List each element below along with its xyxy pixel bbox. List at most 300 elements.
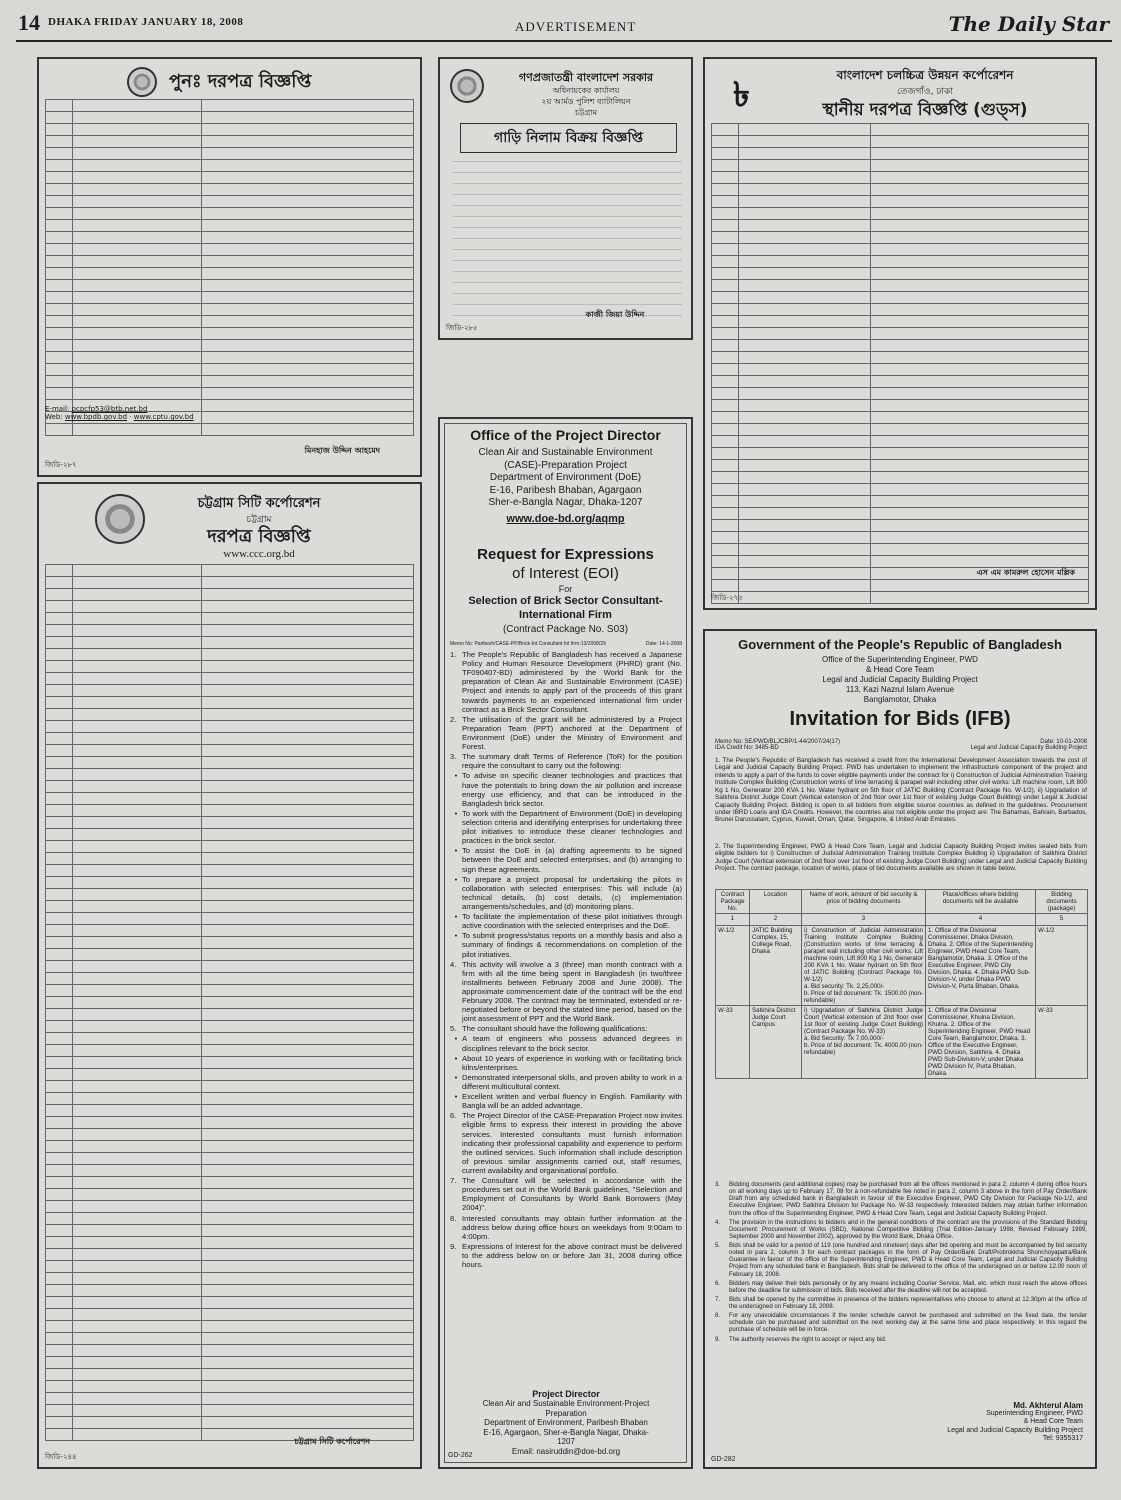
table-row bbox=[46, 376, 414, 388]
row-label-cell bbox=[73, 769, 202, 781]
row-value-cell bbox=[201, 256, 413, 268]
police-line4: চট্টগ্রাম bbox=[574, 108, 598, 117]
eoi-item-number: 9. bbox=[450, 1241, 457, 1251]
row-number-cell bbox=[46, 1381, 73, 1393]
section-label: ADVERTISEMENT bbox=[515, 19, 637, 34]
table-row bbox=[712, 388, 1089, 400]
row-number-cell bbox=[712, 484, 739, 496]
ifb-note-item bbox=[715, 1280, 1087, 1294]
table-row bbox=[46, 853, 414, 865]
row-value-cell bbox=[201, 220, 413, 232]
ifb-note-number: 3. bbox=[715, 1181, 721, 1188]
eoi-bullet-icon: • bbox=[454, 1053, 458, 1063]
row-value-cell bbox=[201, 1237, 413, 1249]
row-value-cell bbox=[201, 889, 413, 901]
row-value-cell bbox=[201, 577, 413, 589]
eoi-bullet-item bbox=[450, 1092, 682, 1110]
row-value-cell bbox=[201, 1093, 413, 1105]
row-label-cell bbox=[73, 757, 202, 769]
row-number-cell bbox=[46, 697, 73, 709]
row-number-cell bbox=[46, 1261, 73, 1273]
table-row bbox=[46, 613, 414, 625]
eoi-footer bbox=[450, 1389, 682, 1457]
row-number-cell bbox=[46, 757, 73, 769]
table-row bbox=[46, 160, 414, 172]
table-row bbox=[712, 232, 1089, 244]
row-value-cell bbox=[201, 1117, 413, 1129]
retender-signatory: মিনহাজ উদ্দিন আহমেদ bbox=[304, 446, 380, 455]
row-value-cell bbox=[201, 925, 413, 937]
row-number-cell bbox=[46, 769, 73, 781]
row-label-cell bbox=[73, 112, 202, 124]
row-value-cell bbox=[201, 388, 413, 400]
row-value-cell bbox=[870, 244, 1088, 256]
eoi-bullet-item bbox=[450, 912, 682, 930]
row-number-cell bbox=[46, 112, 73, 124]
row-value-cell bbox=[870, 412, 1088, 424]
eoi-footer-title: Project Director bbox=[532, 1389, 600, 1399]
row-number-cell bbox=[46, 997, 73, 1009]
eoi-memo: Memo No: Paribesh/CASE-PP/Brick-Int Consultant Int firm-13/2008/29 bbox=[450, 641, 606, 647]
row-number-cell bbox=[46, 661, 73, 673]
row-number-cell bbox=[712, 184, 739, 196]
eoi-bullet-icon: • bbox=[454, 1072, 458, 1082]
ifb-heading: Invitation for Bids (IFB) bbox=[789, 708, 1011, 730]
ifb-note-item bbox=[715, 1312, 1087, 1333]
ifb-note-item bbox=[715, 1296, 1087, 1310]
eoi-item-text: The People's Republic of Bangladesh has received a Japanese Policy and Human Resource Development (PHRD) grant (No. TF090407-BD) administered by the World Bank for the preparation of Clean Air and Sustainable Environment (CASE) Project and intends to apply part of the proceeds of this grant towards payments to an experienced international firm under contract as a Brick Sector Consultant. bbox=[462, 650, 682, 714]
table-row bbox=[712, 172, 1089, 184]
eoi-memo-line bbox=[450, 641, 682, 647]
table-row bbox=[46, 1021, 414, 1033]
table-row bbox=[46, 280, 414, 292]
row-label-cell bbox=[73, 1033, 202, 1045]
row-label-cell bbox=[73, 1117, 202, 1129]
table-row bbox=[46, 1069, 414, 1081]
table-row bbox=[712, 364, 1089, 376]
row-value-cell bbox=[870, 304, 1088, 316]
table-row bbox=[46, 973, 414, 985]
ifb-number-cell: 4 bbox=[926, 914, 1036, 926]
table-row bbox=[712, 340, 1089, 352]
ifb-office-line: & Head Core Team bbox=[866, 665, 934, 674]
row-label-cell bbox=[73, 1153, 202, 1165]
ifb-work-cell bbox=[802, 926, 926, 1006]
bfdc-title: বাংলাদেশ চলচ্চিত্র উন্নয়ন কর্পোরেশন bbox=[836, 68, 1014, 82]
eoi-org-line: Department of Environment (DoE) bbox=[489, 472, 642, 483]
row-number-cell bbox=[46, 1081, 73, 1093]
row-number-cell bbox=[712, 244, 739, 256]
row-label-cell bbox=[73, 160, 202, 172]
row-number-cell bbox=[46, 1057, 73, 1069]
row-value-cell bbox=[201, 757, 413, 769]
row-value-cell bbox=[870, 352, 1088, 364]
row-number-cell bbox=[46, 148, 73, 160]
row-number-cell bbox=[46, 949, 73, 961]
row-value-cell bbox=[201, 1153, 413, 1165]
row-number-cell bbox=[46, 424, 73, 436]
row-value-cell bbox=[201, 148, 413, 160]
row-number-cell bbox=[46, 1345, 73, 1357]
row-number-cell bbox=[46, 1177, 73, 1189]
row-label-cell bbox=[73, 637, 202, 649]
row-label-cell bbox=[73, 817, 202, 829]
table-row bbox=[712, 472, 1089, 484]
ifb-work-text: i) Construction of Judicial Administration Training Institute Complex Building (Construction works of lime terracing & parapet wall including other civil works: Lift machine room, Lift 800 Kg 1 No, Generator 200 KVA 1 No. Water hydrant on 5th floor of JATIC Building (Contract Package No. W-1/2) bbox=[804, 927, 923, 983]
row-number-cell bbox=[712, 352, 739, 364]
eoi-numbered-item bbox=[450, 960, 682, 1024]
eoi-bullet-text: To facilitate the implementation of these pilot initiatives through active coordination with the selected enterprises and the DoE. bbox=[462, 912, 682, 931]
row-label-cell bbox=[739, 496, 871, 508]
row-value-cell bbox=[201, 268, 413, 280]
table-row bbox=[46, 1225, 414, 1237]
table-row bbox=[46, 877, 414, 889]
row-value-cell bbox=[201, 961, 413, 973]
row-number-cell bbox=[712, 448, 739, 460]
row-number-cell bbox=[712, 388, 739, 400]
row-value-cell bbox=[870, 172, 1088, 184]
table-row bbox=[46, 364, 414, 376]
row-label-cell bbox=[739, 388, 871, 400]
ccc-website[interactable]: www.ccc.org.bd bbox=[223, 548, 295, 560]
table-row bbox=[712, 148, 1089, 160]
ifb-header-cell: Location bbox=[750, 890, 802, 914]
row-number-cell bbox=[46, 637, 73, 649]
table-row bbox=[46, 745, 414, 757]
row-label-cell bbox=[739, 172, 871, 184]
row-value-cell bbox=[870, 484, 1088, 496]
row-label-cell bbox=[73, 376, 202, 388]
table-row bbox=[712, 292, 1089, 304]
row-value-cell bbox=[201, 793, 413, 805]
eoi-item-text: The Consultant will be selected in accordance with the procedures set out in the World Bank guidelines, "Selection and Employment of Consultants by World Bank Borrowers (May 2004)". bbox=[462, 1176, 682, 1213]
row-value-cell bbox=[870, 520, 1088, 532]
eoi-item-text: Interested consultants may obtain further information at the address below during office hours on weekdays from 9:00am to 4:00pm. bbox=[462, 1213, 682, 1241]
eoi-bullet-text: To work with the Department of Environment (DoE) in developing selection criteria and identifying enterprises for undertaking three pilot initiatives to introduce these cleaner technologies and practices in the brick sector. bbox=[462, 808, 682, 846]
row-label-cell bbox=[739, 424, 871, 436]
row-value-cell bbox=[870, 340, 1088, 352]
row-number-cell bbox=[712, 304, 739, 316]
row-value-cell bbox=[201, 781, 413, 793]
row-value-cell bbox=[201, 745, 413, 757]
ifb-security: a. Bid Security: Tk 7,00,000/- bbox=[804, 1035, 884, 1042]
row-label-cell bbox=[73, 661, 202, 673]
row-label-cell bbox=[739, 208, 871, 220]
table-row bbox=[712, 592, 1089, 604]
row-number-cell bbox=[46, 340, 73, 352]
row-number-cell bbox=[46, 208, 73, 220]
row-value-cell bbox=[201, 1393, 413, 1405]
table-row bbox=[46, 1345, 414, 1357]
eoi-item-number: 7. bbox=[450, 1176, 457, 1186]
row-number-cell bbox=[46, 1333, 73, 1345]
row-number-cell bbox=[46, 901, 73, 913]
row-number-cell bbox=[46, 376, 73, 388]
eoi-bullet-icon: • bbox=[454, 808, 458, 818]
row-number-cell bbox=[46, 1285, 73, 1297]
eoi-item-number: 5. bbox=[450, 1024, 457, 1034]
row-number-cell bbox=[46, 649, 73, 661]
table-row bbox=[46, 328, 414, 340]
eoi-bullet-text: A team of engineers who possess advanced degrees in disciplines relevant to the brick sector. bbox=[462, 1034, 682, 1053]
row-number-cell bbox=[712, 160, 739, 172]
row-value-cell bbox=[870, 508, 1088, 520]
ifb-note-text: Bidding documents (and additional copies) may be purchased from all the offices mentioned in para 2, column 4 during office hours on all working days up to February 17, 08 for a non-refundable fee noted in para 2, column 3 above in the form of Pay Order/Bank Draft from any scheduled bank in Bangladesh in favour of the Executive Engineer, PWD City Division for Package No-1/2, and Executive Engineer, PWD Satkhira Division for Package No. W-33 respectively. Interested bidders may obtain further information from the office of the Superintending Engineer, PWD & Head Core Team, Legal and Judicial Capacity Building Project. bbox=[729, 1181, 1087, 1217]
row-label-cell bbox=[73, 985, 202, 997]
row-label-cell bbox=[73, 1069, 202, 1081]
police-line3: ২য় আর্মড পুলিশ ব্যাটালিয়ন bbox=[541, 97, 631, 106]
table-row bbox=[46, 124, 414, 136]
eoi-item-number: 1. bbox=[450, 650, 457, 659]
row-value-cell bbox=[201, 937, 413, 949]
row-value-cell bbox=[201, 364, 413, 376]
table-row bbox=[46, 697, 414, 709]
row-label-cell bbox=[73, 292, 202, 304]
ifb-note-text: For any unavoidable circumstances if the tender schedule cannot be purchased and submitted on the fixed date, the tender schedule can be purchased and submitted on the next working day at the same time and place respectively. In this regard the purchase of schedule will be in force. bbox=[729, 1312, 1087, 1334]
row-number-cell bbox=[712, 520, 739, 532]
row-label-cell bbox=[73, 925, 202, 937]
row-number-cell bbox=[46, 124, 73, 136]
row-label-cell bbox=[73, 304, 202, 316]
row-label-cell bbox=[73, 961, 202, 973]
row-label-cell bbox=[73, 1129, 202, 1141]
ifb-header-cell: Bidding documents (package) bbox=[1036, 890, 1088, 914]
row-number-cell bbox=[46, 865, 73, 877]
retender-code: জিডি-২৮৭ bbox=[45, 461, 77, 469]
table-row bbox=[46, 1117, 414, 1129]
table-row bbox=[46, 829, 414, 841]
eoi-item-text: The Project Director of the CASE-Preparation Project now invites eligible firms to express their interest in providing the above services. Interested consultants must furnish information indicating their professional capability and experience to perform the outlined services. Such information shall include description of previous similar assignments carried out, staff resumes, current availability and organisational portfolio. bbox=[462, 1111, 682, 1176]
row-label-cell bbox=[73, 949, 202, 961]
row-label-cell bbox=[73, 1357, 202, 1369]
table-row bbox=[46, 565, 414, 577]
row-label-cell bbox=[73, 913, 202, 925]
eoi-numbered-item bbox=[450, 715, 682, 751]
row-value-cell bbox=[870, 328, 1088, 340]
bfdc-heading: স্থানীয় দরপত্র বিজ্ঞপ্তি (গুড্স) bbox=[822, 100, 1028, 120]
row-label-cell bbox=[73, 853, 202, 865]
row-label-cell bbox=[73, 1333, 202, 1345]
row-value-cell bbox=[201, 613, 413, 625]
ifb-number-cell: 5 bbox=[1036, 914, 1088, 926]
eoi-footer-line: Department of Environment, Paribesh Bhaban bbox=[484, 1418, 648, 1428]
row-value-cell bbox=[201, 376, 413, 388]
eoi-website[interactable]: www.doe-bd.org/aqmp bbox=[506, 513, 625, 525]
row-number-cell bbox=[46, 985, 73, 997]
table-row bbox=[46, 388, 414, 400]
row-value-cell bbox=[201, 1285, 413, 1297]
eoi-org-line: (CASE)-Preparation Project bbox=[504, 459, 627, 471]
row-label-cell bbox=[739, 436, 871, 448]
row-value-cell bbox=[201, 424, 413, 436]
row-label-cell bbox=[739, 520, 871, 532]
ifb-sig-line: & Head Core Team bbox=[1023, 1418, 1083, 1426]
row-number-cell bbox=[712, 496, 739, 508]
retender-notice bbox=[37, 57, 422, 477]
row-number-cell bbox=[46, 304, 73, 316]
bfdc-table bbox=[711, 123, 1089, 604]
row-number-cell bbox=[712, 472, 739, 484]
row-label-cell bbox=[739, 244, 871, 256]
row-value-cell bbox=[201, 1129, 413, 1141]
row-number-cell bbox=[46, 232, 73, 244]
masthead-rule bbox=[16, 40, 1112, 42]
police-line2: অধিনায়কের কার্যালয় bbox=[552, 86, 620, 95]
row-number-cell bbox=[46, 1237, 73, 1249]
ifb-work-text: i) Upgradation of Satkhira District Judge Court (Vertical extension of 2nd floor over 1st floor of existing Judge Court Building) (Contract Package No. W-33) bbox=[804, 1007, 923, 1035]
eoi-bullet-text: To advise on specific cleaner technologies and practices that have the potentials to bring down the air pollution and increase energy use efficiency, and that can be introduced in the Bangladesh brick sector. bbox=[462, 771, 682, 808]
row-number-cell bbox=[46, 937, 73, 949]
table-row bbox=[46, 1081, 414, 1093]
table-row bbox=[46, 316, 414, 328]
row-label-cell bbox=[73, 280, 202, 292]
table-row bbox=[712, 448, 1089, 460]
row-label-cell bbox=[739, 544, 871, 556]
row-number-cell bbox=[46, 1201, 73, 1213]
row-label-cell bbox=[73, 1249, 202, 1261]
table-row bbox=[46, 196, 414, 208]
table-row bbox=[712, 496, 1089, 508]
row-number-cell bbox=[46, 256, 73, 268]
ifb-note-text: The authority reserves the right to accept or reject any bid. bbox=[729, 1335, 887, 1343]
row-label-cell bbox=[73, 1321, 202, 1333]
ifb-ida-credit: IDA Credit No: 3485-BD bbox=[715, 745, 779, 751]
row-label-cell bbox=[73, 1213, 202, 1225]
row-number-cell bbox=[46, 1105, 73, 1117]
row-number-cell bbox=[46, 196, 73, 208]
row-label-cell bbox=[739, 484, 871, 496]
table-row bbox=[46, 1141, 414, 1153]
row-label-cell bbox=[73, 805, 202, 817]
row-label-cell bbox=[739, 280, 871, 292]
masthead bbox=[0, 0, 1121, 40]
table-row bbox=[46, 1309, 414, 1321]
row-number-cell bbox=[712, 172, 739, 184]
row-value-cell bbox=[870, 544, 1088, 556]
row-value-cell bbox=[870, 532, 1088, 544]
row-label-cell bbox=[73, 244, 202, 256]
row-number-cell bbox=[46, 577, 73, 589]
row-value-cell bbox=[870, 124, 1088, 136]
row-value-cell bbox=[201, 1081, 413, 1093]
row-number-cell bbox=[46, 1417, 73, 1429]
ifb-note-number: 5. bbox=[715, 1242, 721, 1249]
row-value-cell bbox=[870, 388, 1088, 400]
row-value-cell bbox=[201, 649, 413, 661]
row-label-cell bbox=[739, 160, 871, 172]
row-label-cell bbox=[739, 268, 871, 280]
police-signatory: কাজী জিয়া উদ্দিন bbox=[585, 310, 645, 319]
retender-website[interactable]: Web: www.bpdb.gov.bd · www.cptu.gov.bd bbox=[45, 413, 194, 421]
eoi-body bbox=[450, 650, 682, 1270]
table-row bbox=[46, 1057, 414, 1069]
row-value-cell bbox=[870, 136, 1088, 148]
eoi-bullet-icon: • bbox=[454, 846, 458, 856]
row-value-cell bbox=[201, 196, 413, 208]
row-value-cell bbox=[201, 853, 413, 865]
row-label-cell bbox=[73, 889, 202, 901]
table-row bbox=[46, 757, 414, 769]
row-number-cell bbox=[46, 268, 73, 280]
ifb-signature-block bbox=[883, 1401, 1083, 1444]
table-row bbox=[46, 1165, 414, 1177]
table-row bbox=[46, 256, 414, 268]
bfdc-logo-icon: ৳ bbox=[733, 75, 750, 115]
eoi-item-number: 3. bbox=[450, 752, 457, 762]
ifb-office-block bbox=[711, 655, 1089, 705]
ifb-places-cell: 1. Office of the Divisional Commissioner, Khulna Division, Khulna. 2. Office of the Superintending Engineer, PWD Head Core Team, Banglamotor, Dhaka. 3. Office of the Executive Engineer, PWD Division, Satkhira. 4. Dhaka PWD Sub-Division-V, under Dhaka PWD Division IV, Purta Bhaban, Dhaka. bbox=[926, 1006, 1036, 1079]
govt-emblem-icon bbox=[450, 69, 484, 103]
eoi-footer-line: Email: nasiruddin@doe-bd.org bbox=[511, 1446, 621, 1456]
police-auction-notice bbox=[438, 57, 693, 340]
ccc-title: চট্টগ্রাম সিটি কর্পোরেশন bbox=[197, 496, 321, 511]
row-number-cell bbox=[46, 733, 73, 745]
row-number-cell bbox=[46, 292, 73, 304]
row-value-cell bbox=[870, 448, 1088, 460]
row-number-cell bbox=[46, 1021, 73, 1033]
row-label-cell bbox=[739, 508, 871, 520]
ifb-memo-block bbox=[715, 739, 1087, 751]
eoi-item-text: Expressions of Interest for the above contract must be delivered to the address below on or before Jan 31, 2008 during office hours. bbox=[462, 1241, 682, 1270]
row-number-cell bbox=[712, 256, 739, 268]
eoi-org-line: Sher-e-Bangla Nagar, Dhaka-1207 bbox=[488, 497, 643, 508]
row-label-cell bbox=[739, 124, 871, 136]
table-row bbox=[712, 400, 1089, 412]
page-number: 14 bbox=[18, 10, 40, 35]
eoi-item-number: 6. bbox=[450, 1111, 457, 1121]
ifb-number-cell: 3 bbox=[802, 914, 926, 926]
ifb-note-number: 6. bbox=[715, 1279, 721, 1287]
row-number-cell bbox=[712, 292, 739, 304]
table-row bbox=[46, 1381, 414, 1393]
row-value-cell bbox=[201, 1261, 413, 1273]
row-value-cell bbox=[201, 901, 413, 913]
row-label-cell bbox=[73, 865, 202, 877]
row-number-cell bbox=[46, 1141, 73, 1153]
row-label-cell bbox=[73, 937, 202, 949]
ccc-heading: দরপত্র বিজ্ঞপ্তি bbox=[207, 526, 311, 547]
row-label-cell bbox=[73, 1045, 202, 1057]
row-number-cell bbox=[46, 685, 73, 697]
row-value-cell bbox=[201, 208, 413, 220]
ifb-note-text: Bids shall be opened by the committee in presence of the bidders representatives who choose to attend at 12.30pm at the office of the undersigned on February 18, 2008. bbox=[729, 1295, 1087, 1310]
retender-email[interactable]: E-mail: pcpcfp53@btb.net.bd bbox=[45, 405, 148, 413]
ifb-note-number: 9. bbox=[715, 1335, 721, 1343]
eoi-footer-line: Clean Air and Sustainable Environment-Project bbox=[482, 1399, 650, 1408]
table-row bbox=[46, 1009, 414, 1021]
table-row bbox=[712, 424, 1089, 436]
row-label-cell bbox=[73, 685, 202, 697]
bfdc-tender-notice bbox=[703, 57, 1097, 610]
table-row bbox=[46, 673, 414, 685]
row-number-cell bbox=[712, 436, 739, 448]
eoi-numbered-item bbox=[450, 1111, 682, 1175]
table-row bbox=[46, 1405, 414, 1417]
ifb-package-cell: W-1/2 bbox=[716, 926, 750, 1006]
eoi-org-line: Clean Air and Sustainable Environment bbox=[478, 447, 653, 458]
table-row bbox=[46, 1177, 414, 1189]
table-row bbox=[46, 625, 414, 637]
row-value-cell bbox=[201, 1405, 413, 1417]
row-label-cell bbox=[739, 220, 871, 232]
row-number-cell bbox=[46, 913, 73, 925]
row-value-cell bbox=[201, 1309, 413, 1321]
table-row bbox=[46, 949, 414, 961]
row-value-cell bbox=[201, 865, 413, 877]
ccc-signatory: চট্টগ্রাম সিটি কর্পোরেশন bbox=[294, 1437, 370, 1446]
row-number-cell bbox=[46, 220, 73, 232]
eoi-notice bbox=[438, 417, 693, 1469]
